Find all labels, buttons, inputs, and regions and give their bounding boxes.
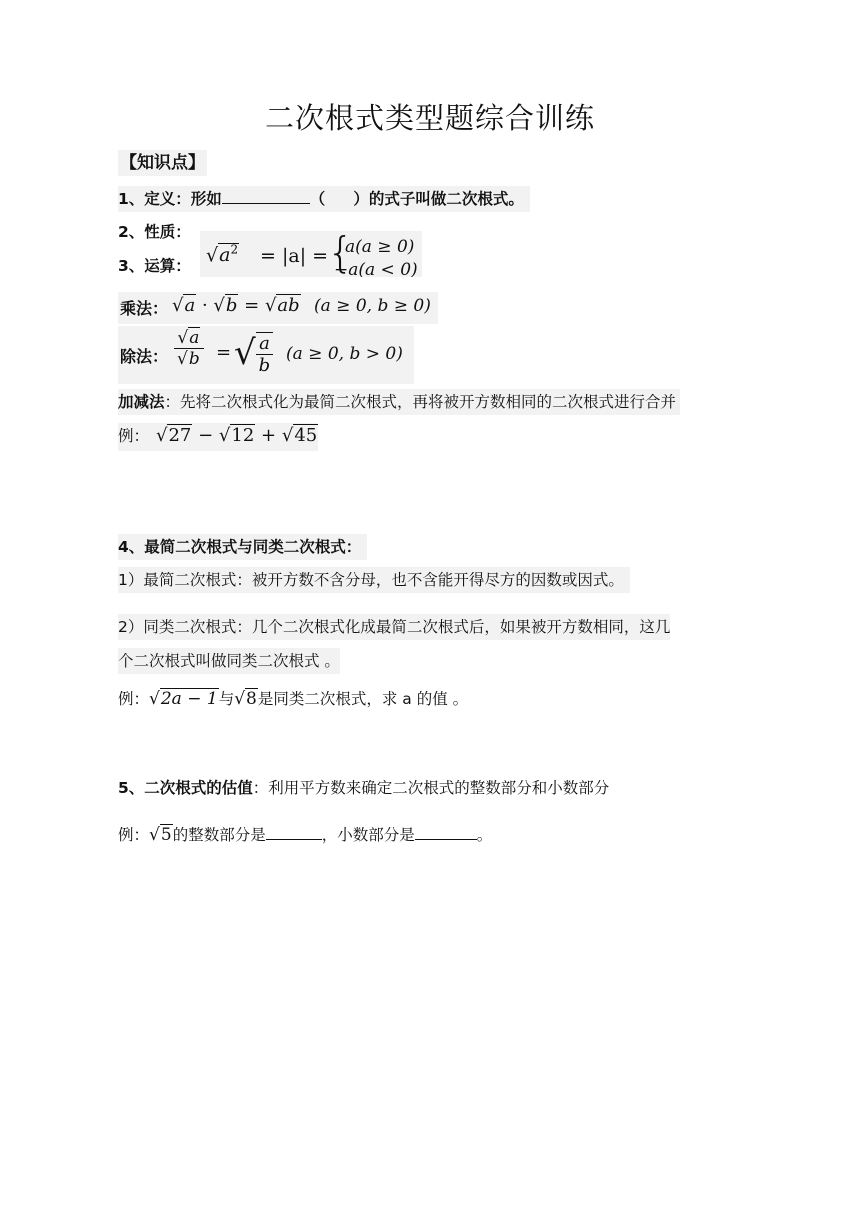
multiplication-condition: (a ≥ 0, b ≥ 0) xyxy=(314,296,431,316)
example-2-radical-1: √2a − 1 xyxy=(149,689,218,709)
definition-paren-open: （ xyxy=(309,190,326,208)
multiplication-label: 乘法 xyxy=(120,299,153,318)
multiplication-rule xyxy=(118,292,438,324)
abs-value-formula xyxy=(200,231,422,277)
example-3-label: 例： xyxy=(118,826,150,844)
definition-label: 1、定义：形如 xyxy=(118,190,222,208)
example-1 xyxy=(118,423,318,451)
like-radical-definition-line-2: 个二次根式叫做同类二次根式 。 xyxy=(118,648,340,674)
integer-part-blank xyxy=(266,839,322,840)
simplest-radical-definition: 1）最简二次根式：被开方数不含分母，也不含能开得尽方的因数或因式。 xyxy=(118,567,630,593)
section-header: 【知识点】 xyxy=(118,150,207,176)
example-3-period: 。 xyxy=(476,826,493,844)
division-condition: (a ≥ 0, b > 0) xyxy=(286,344,403,364)
page-title: 二次根式类型题综合训练 xyxy=(264,101,595,135)
operation-label: 3、运算： xyxy=(118,257,191,275)
example-3-integer-label: 的整数部分是 xyxy=(172,826,266,844)
abs-expression: = |a| = xyxy=(260,245,329,267)
case-nonnegative: a(a ≥ 0) xyxy=(345,237,415,257)
add-subtract-line xyxy=(118,389,680,415)
division-equals: = xyxy=(216,342,232,363)
decimal-part-blank xyxy=(415,839,477,840)
multiplication-colon: ： xyxy=(152,299,169,318)
example-1-expression: √27 − √12 + √45 xyxy=(155,425,318,446)
add-subtract-label: 加减法 xyxy=(118,393,165,411)
example-1-label: 例： xyxy=(118,427,150,445)
division-label: 除法 xyxy=(120,347,153,366)
section-5-text: ：利用平方数来确定二次根式的整数部分和小数部分 xyxy=(252,779,610,797)
example-2-question: 是同类二次根式，求 a 的值 。 xyxy=(257,690,469,708)
division-colon: ： xyxy=(152,347,169,366)
definition-blank xyxy=(222,203,310,204)
example-3-decimal-label: ，小数部分是 xyxy=(321,826,415,844)
section-5-line xyxy=(118,775,609,801)
example-2 xyxy=(118,686,468,712)
sqrt-a-squared: $√a^2$ xyxy=(206,243,239,267)
example-2-connector: 与 xyxy=(218,690,235,708)
piecewise-brace: { xyxy=(327,231,354,277)
example-2-radical-2: √8 xyxy=(234,689,257,709)
section-5-label: 5、二次根式的估值 xyxy=(118,779,253,797)
property-label: 2、性质： xyxy=(118,223,191,241)
division-right-sqrt: √ $\frac{a}{b}$ xyxy=(234,326,273,380)
section-4-heading: 4、最简二次根式与同类二次根式： xyxy=(118,534,367,560)
example-3-radical: √5 xyxy=(149,825,172,845)
multiplication-formula: √a · √b = √ab xyxy=(172,295,300,316)
division-left-fraction: $\frac{√a}{√b}$ xyxy=(174,328,204,369)
example-2-label: 例： xyxy=(118,690,150,708)
division-rule xyxy=(118,326,414,384)
definition-line xyxy=(118,186,530,212)
definition-paren-close: ）的式子叫做二次根式。 xyxy=(353,190,524,208)
add-subtract-text: ：先将二次根式化为最简二次根式，再将被开方数相同的二次根式进行合并 xyxy=(164,393,677,411)
case-negative: −a(a < 0) xyxy=(334,260,418,277)
like-radical-definition-line-1: 2）同类二次根式：几个二次根式化成最简二次根式后，如果被开方数相同，这几 xyxy=(118,614,670,640)
example-3 xyxy=(118,822,492,848)
